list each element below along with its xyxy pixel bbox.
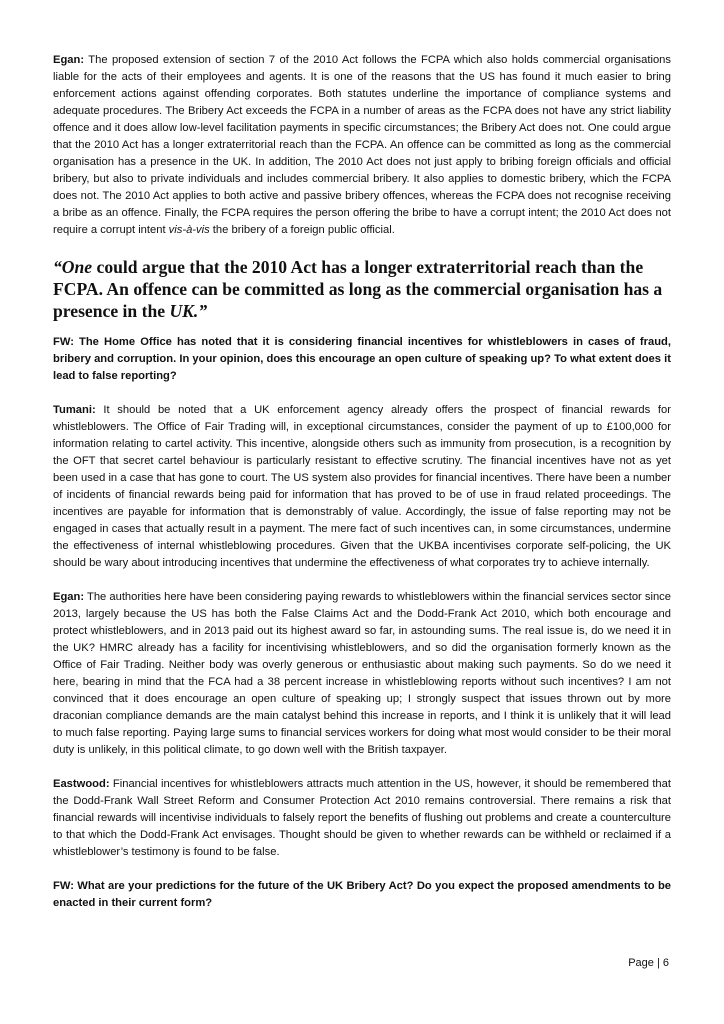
question-2: FW: What are your predictions for the future of the UK Bribery Act? Do you expect the proposed amendments to be enacted in their current form? <box>53 880 671 909</box>
paragraph-eastwood <box>53 776 671 861</box>
page-number: Page | 6 <box>628 957 669 969</box>
question-1: FW: The Home Office has noted that it is considering financial incentives for whistleblowers in cases of fraud, bribery and corruption. In your opinion, does this encourage an open culture of speaking up? To what extent does it lead to false reporting? <box>53 336 671 382</box>
paragraph-egan-1 <box>53 52 671 239</box>
paragraph-tumani <box>53 402 671 572</box>
pull-quote <box>53 256 671 322</box>
speaker-label: Eastwood: <box>53 778 110 790</box>
speaker-label: Egan: <box>53 591 85 603</box>
speaker-label: Tumani: <box>53 404 96 416</box>
article-body <box>53 52 671 929</box>
pull-quote-text: could argue that the 2010 Act has a longer extraterritorial reach than the FCPA. An offence can be committed as long as the commercial organisation has a presence in the <box>53 257 663 321</box>
paragraph-text: Financial incentives for whistleblowers attracts much attention in the US, however, it should be remembered that the Dodd-Frank Wall Street Reform and Consumer Protection Act 2010 remains controversial. There remains a risk that financial rewards will incentivise individuals to falsely report the benefits of flushing out problems and create a counterculture to that which the Dodd-Frank Act envisages. Thought should be given to whether rewards can be withheld or reclaimed if a whistleblower’s testimony is found to be false. <box>53 778 671 858</box>
paragraph-text: the bribery of a foreign public official. <box>209 224 395 236</box>
paragraph-text: The authorities here have been considering paying rewards to whistleblowers within the financial services sector since 2013, largely because the US has both the False Claims Act and the Dodd-Frank Act 2010, which both encourage and protect whistleblowers, and in 2013 paid out its highest award so far, in astounding sums. The real issue is, do we need it in the UK? HMRC already has a facility for incentivising whistleblowers, and so did the organisation formerly known as the Office of Fair Trading. Neither body was overly generous or enthusiastic about making such payments. So do we need it here, bearing in mind that the FCA had a 38 percent increase in whistleblowing reports without such incentives? I am not convinced that it does encourage an open culture of speaking up; I strongly suspect that issues thrown out by more draconian compliance demands are the main catalyst behind this increase in reports, and I think it is unlikely that it will lead to much false reporting. Paying large sums to financial services workers for doing what most would consider to be their moral duty is unlikely, in this political climate, to go down well with the British taxpayer. <box>53 591 671 756</box>
paragraph-text: The proposed extension of section 7 of the 2010 Act follows the FCPA which also holds commercial organisations liable for the acts of their employees and agents. It is one of the reasons that the US has found it much easier to bring enforcement actions against offending corporates. Both statutes underline the importance of compliance systems and adequate procedures. The Bribery Act exceeds the FCPA in a number of areas as the FCPA does not have any strict liability offence and it does allow low-level facilitation payments in specific circumstances; the Bribery Act does not. One could argue that the 2010 Act has a longer extraterritorial reach than the FCPA. An offence can be committed as long as the commercial organisation has a presence in the UK. In addition, The 2010 Act does not just apply to bribing foreign officials and official bribery, but also to private individuals and includes commercial bribery. It also applies to domestic bribery, which the FCPA does not. The 2010 Act applies to both active and passive bribery offences, whereas the FCPA does not recognise receiving a bribe as an offence. Finally, the FCPA requires the person offering the bribe to have a corrupt intent; the 2010 Act does not require a corrupt intent <box>53 54 671 236</box>
pull-quote-open: “One <box>53 257 93 277</box>
paragraph-text: It should be noted that a UK enforcement agency already offers the prospect of financial rewards for whistleblowers. The Office of Fair Trading will, in exceptional circumstances, consider the payment of up to £100,000 for information relating to cartel activity. This incentive, alongside others such as immunity from prosecution, is a recognition by the OFT that secret cartel behaviour is particularly resistant to effective scrutiny. The financial incentives have not as yet been used in a case that has gone to court. The US system also provides for financial incentives. There have been a number of incidents of financial rewards being paid for information that has proved to be of use in fraud related proceedings. The incentives are payable for information that is demonstrably of value. Accordingly, the issue of false reporting may not be engaged in cases that actually result in a payment. The mere fact of such incentives can, in some circumstances, undermine the effectiveness of internal whistleblowing procedures. Given that the UKBA incentivises corporate self-policing, the UK should be wary about introducing incentives that undermine the effectiveness of what corporates try to achieve internally. <box>53 404 671 569</box>
speaker-label: Egan: <box>53 54 85 66</box>
paragraph-egan-2 <box>53 589 671 759</box>
italic-phrase: vis-à-vis <box>168 224 210 236</box>
pull-quote-close: .” <box>193 301 208 321</box>
pull-quote-uk: UK <box>169 301 194 321</box>
